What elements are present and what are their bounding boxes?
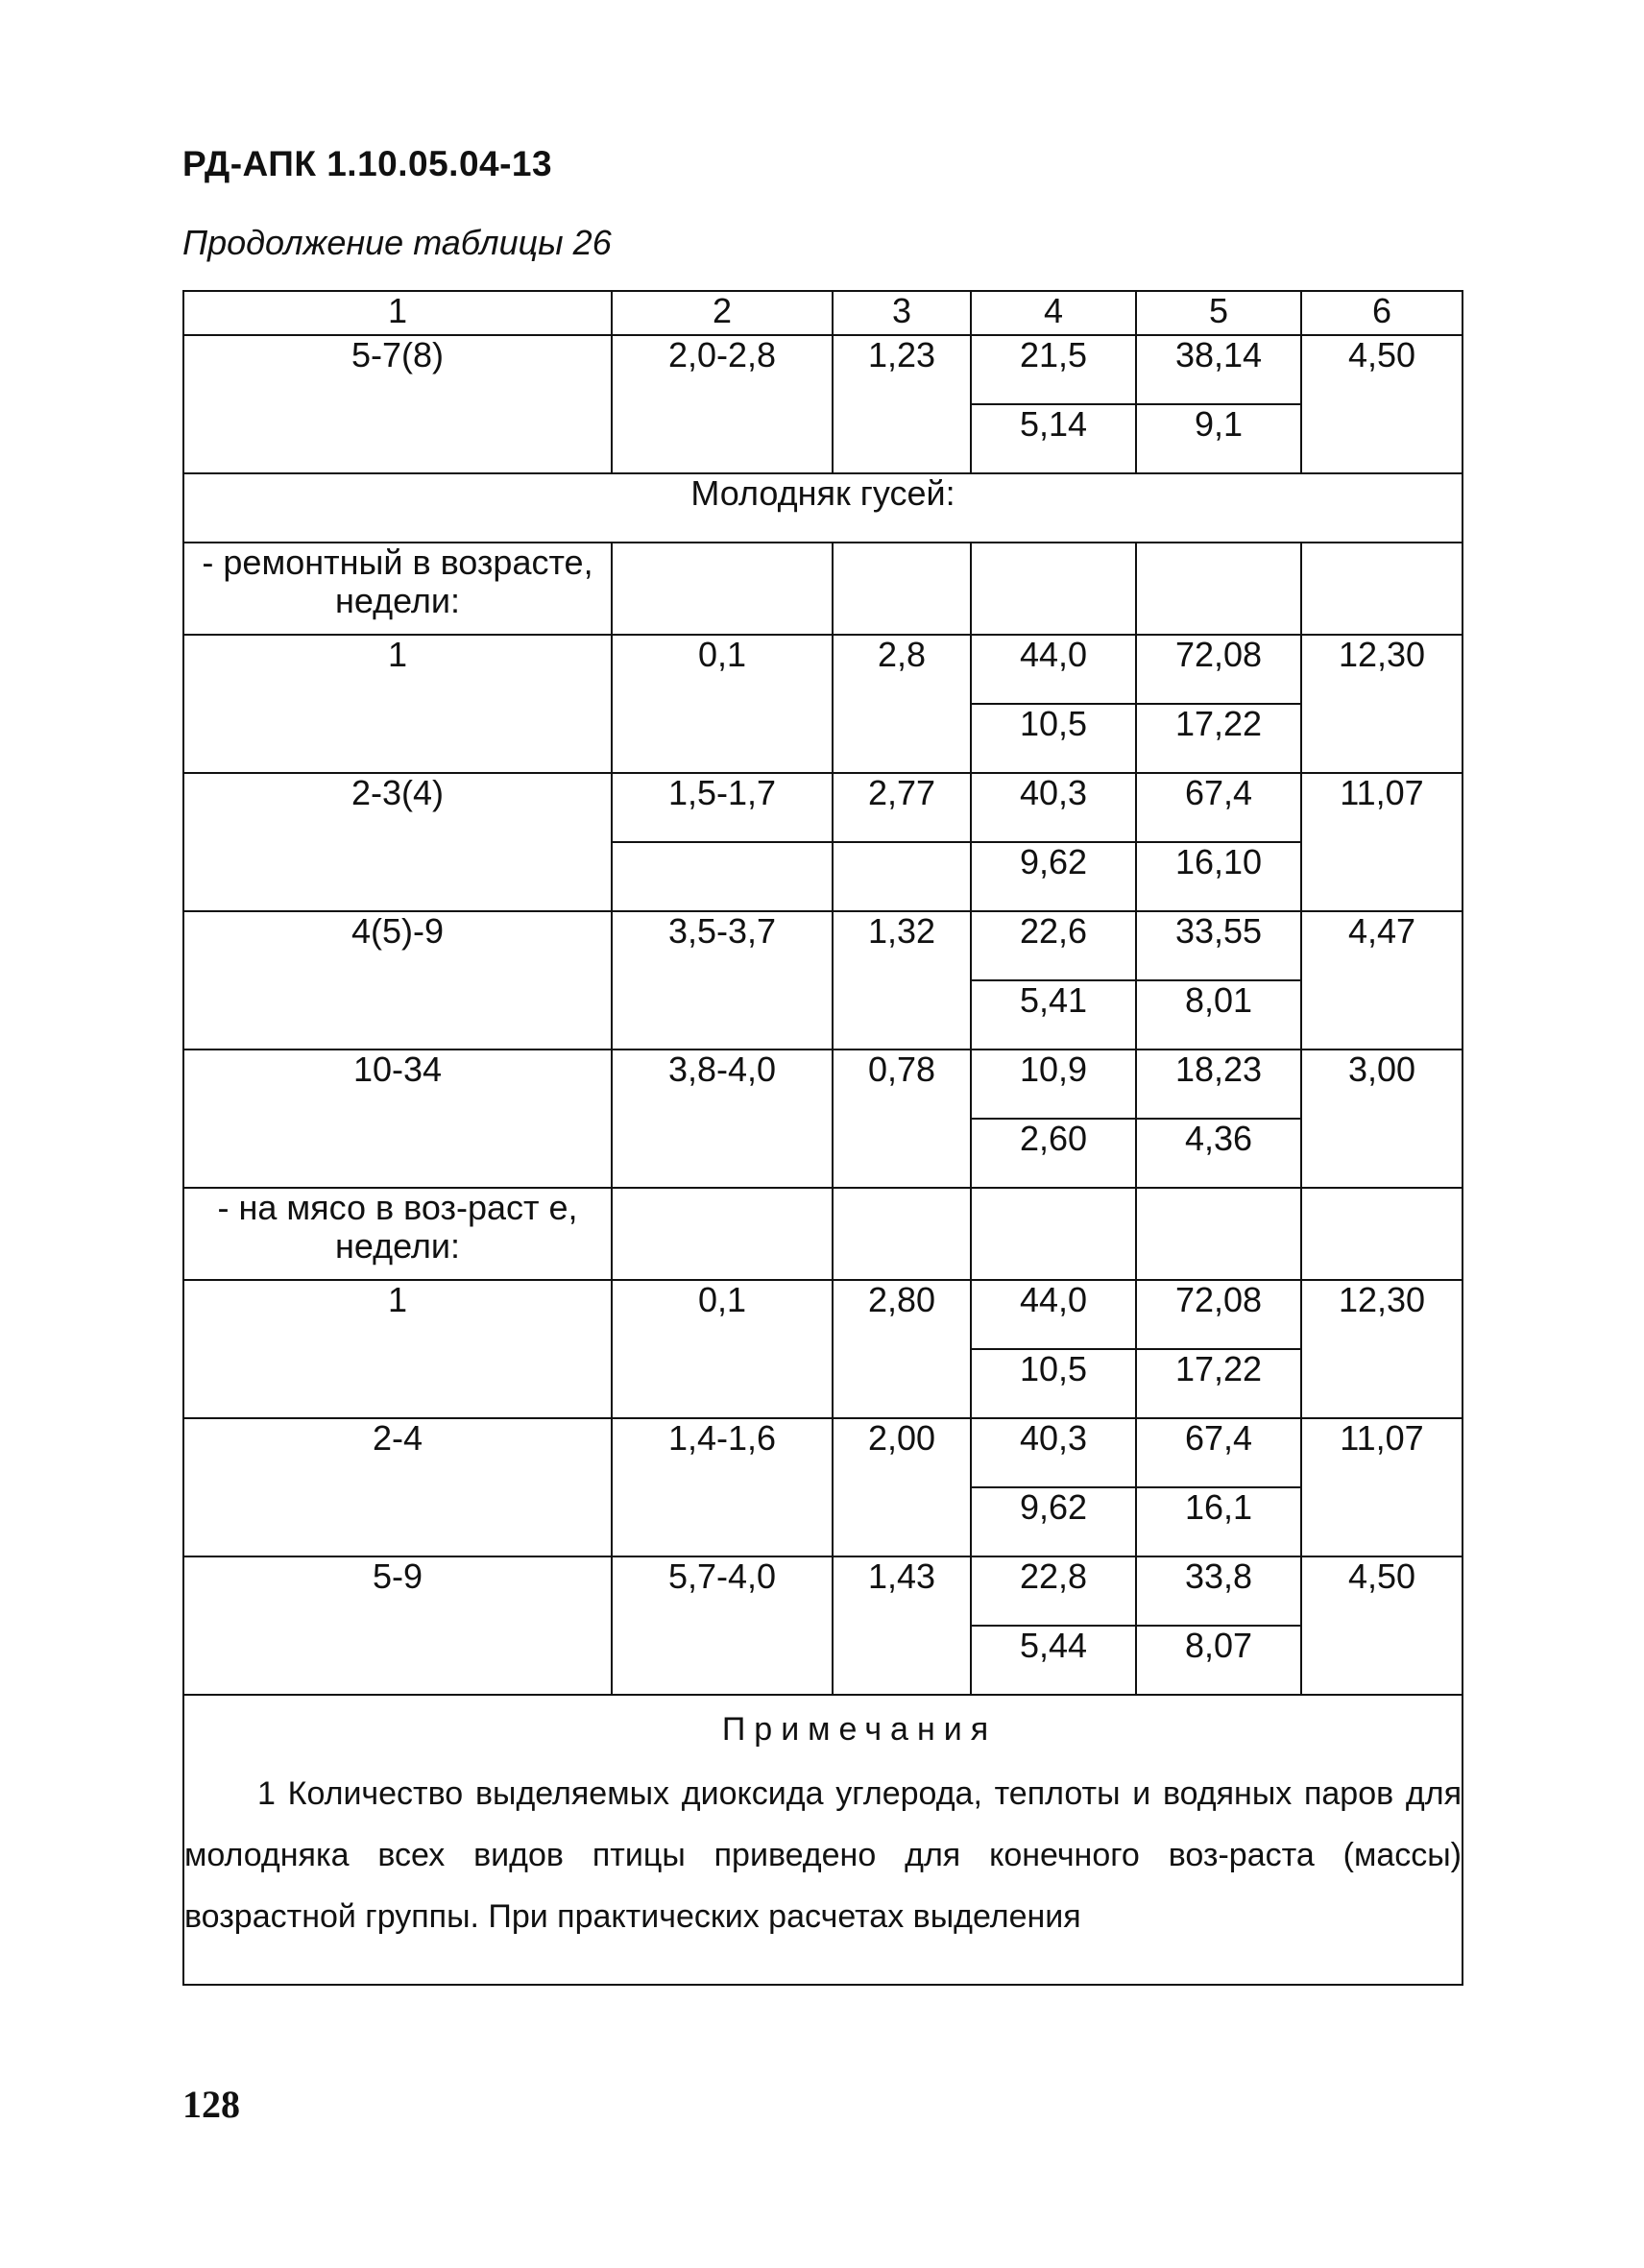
age-cell: 1 — [183, 1280, 612, 1418]
co2-cell: 2,80 — [833, 1280, 971, 1418]
heat-total-cell: 44,0 — [971, 635, 1136, 704]
col-header-3: 3 — [833, 291, 971, 335]
table-row — [183, 335, 1463, 404]
subgroup-label-text: - на мясо в воз-раст е, недели: — [217, 1188, 578, 1266]
subgroup-label: - ремонтный в возрасте, недели: — [183, 543, 612, 635]
heat-total-cell: 40,3 — [971, 773, 1136, 842]
heat-total-cell: 21,5 — [971, 335, 1136, 404]
subgroup-label — [183, 1188, 612, 1280]
subgroup-row — [183, 1188, 1463, 1280]
age-cell: 5-9 — [183, 1556, 612, 1695]
heat-total-alt-cell: 9,62 — [971, 1487, 1136, 1556]
data-table — [182, 290, 1463, 1986]
co2-cell: 2,8 — [833, 635, 971, 773]
empty-cell — [1301, 543, 1463, 635]
heat-total-cell: 22,6 — [971, 911, 1136, 980]
col-header-1: 1 — [183, 291, 612, 335]
co2-cell: 1,23 — [833, 335, 971, 473]
empty-cell — [971, 1188, 1136, 1280]
heat-total-cell: 44,0 — [971, 1280, 1136, 1349]
vapor-cell: 12,30 — [1301, 1280, 1463, 1418]
table-row — [183, 1280, 1463, 1349]
table-caption: Продолжение таблицы 26 — [182, 223, 612, 262]
mass-cell: 0,1 — [612, 1280, 833, 1418]
empty-cell — [1136, 543, 1301, 635]
vapor-cell: 11,07 — [1301, 773, 1463, 911]
co2-cell: 1,43 — [833, 1556, 971, 1695]
empty-cell — [612, 543, 833, 635]
vapor-cell: 4,47 — [1301, 911, 1463, 1050]
table-row — [183, 1418, 1463, 1487]
age-cell: 4(5)-9 — [183, 911, 612, 1050]
table-row — [183, 911, 1463, 980]
vapor-cell: 12,30 — [1301, 635, 1463, 773]
col-header-6: 6 — [1301, 291, 1463, 335]
heat-free-alt-cell: 9,1 — [1136, 404, 1301, 473]
heat-free-cell: 67,4 — [1136, 773, 1301, 842]
heat-total-cell: 10,9 — [971, 1050, 1136, 1119]
table-row — [183, 1556, 1463, 1626]
group-row — [183, 473, 1463, 543]
age-cell: 1 — [183, 635, 612, 773]
heat-total-alt-cell: 10,5 — [971, 1349, 1136, 1418]
heat-free-cell: 67,4 — [1136, 1418, 1301, 1487]
heat-total-alt-cell: 2,60 — [971, 1119, 1136, 1188]
age-cell: 2-3(4) — [183, 773, 612, 911]
mass-cell: 3,5-3,7 — [612, 911, 833, 1050]
age-cell: 2-4 — [183, 1418, 612, 1556]
heat-free-cell: 33,8 — [1136, 1556, 1301, 1626]
table-row — [183, 635, 1463, 704]
col-header-4: 4 — [971, 291, 1136, 335]
vapor-cell: 4,50 — [1301, 335, 1463, 473]
empty-cell — [1136, 1188, 1301, 1280]
heat-free-alt-cell: 17,22 — [1136, 1349, 1301, 1418]
group-label: Молодняк гусей: — [183, 473, 1463, 543]
subgroup-row — [183, 543, 1463, 635]
co2-cell: 2,77 — [833, 773, 971, 842]
vapor-cell: 4,50 — [1301, 1556, 1463, 1695]
empty-cell — [833, 543, 971, 635]
age-cell: 10-34 — [183, 1050, 612, 1188]
heat-free-cell: 18,23 — [1136, 1050, 1301, 1119]
vapor-cell: 3,00 — [1301, 1050, 1463, 1188]
col-header-5: 5 — [1136, 291, 1301, 335]
empty-cell — [612, 1188, 833, 1280]
empty-cell — [833, 1188, 971, 1280]
table-row — [183, 773, 1463, 842]
notes-row — [183, 1695, 1463, 1985]
co2-cell: 2,00 — [833, 1418, 971, 1556]
heat-total-cell: 22,8 — [971, 1556, 1136, 1626]
document-code: РД-АПК 1.10.05.04-13 — [182, 144, 553, 183]
col-header-2: 2 — [612, 291, 833, 335]
header-row — [183, 291, 1463, 335]
heat-free-alt-cell: 8,01 — [1136, 980, 1301, 1050]
mass-cell: 1,4-1,6 — [612, 1418, 833, 1556]
heat-total-alt-cell: 5,41 — [971, 980, 1136, 1050]
heat-total-cell: 40,3 — [971, 1418, 1136, 1487]
heat-free-alt-cell: 16,10 — [1136, 842, 1301, 911]
heat-free-alt-cell: 8,07 — [1136, 1626, 1301, 1695]
heat-free-alt-cell: 16,1 — [1136, 1487, 1301, 1556]
table-row — [183, 1050, 1463, 1119]
heat-free-cell: 72,08 — [1136, 635, 1301, 704]
heat-free-cell: 33,55 — [1136, 911, 1301, 980]
heat-total-alt-cell: 5,14 — [971, 404, 1136, 473]
mass-cell: 1,5-1,7 — [612, 773, 833, 842]
mass-cell: 3,8-4,0 — [612, 1050, 833, 1188]
notes-text: 1 Количество выделяемых диоксида углерода, теплоты и водяных паров для молодняка всех видов птицы приведено для конечного воз-раста (массы) возрастной группы. При практических расчетах выделения — [184, 1775, 1462, 1935]
heat-free-cell: 38,14 — [1136, 335, 1301, 404]
empty-cell — [971, 543, 1136, 635]
heat-free-cell: 72,08 — [1136, 1280, 1301, 1349]
mass-cell: 2,0-2,8 — [612, 335, 833, 473]
heat-total-alt-cell: 5,44 — [971, 1626, 1136, 1695]
heat-free-alt-cell: 17,22 — [1136, 704, 1301, 773]
notes-cell — [183, 1695, 1463, 1985]
empty-cell — [833, 842, 971, 911]
mass-cell: 5,7-4,0 — [612, 1556, 833, 1695]
empty-cell — [1301, 1188, 1463, 1280]
heat-total-alt-cell: 10,5 — [971, 704, 1136, 773]
heat-free-alt-cell: 4,36 — [1136, 1119, 1301, 1188]
co2-cell: 0,78 — [833, 1050, 971, 1188]
notes-title: Примечания — [721, 1711, 998, 1748]
heat-total-alt-cell: 9,62 — [971, 842, 1136, 911]
co2-cell: 1,32 — [833, 911, 971, 1050]
page-number: 128 — [182, 2083, 240, 2126]
mass-cell: 0,1 — [612, 635, 833, 773]
vapor-cell: 11,07 — [1301, 1418, 1463, 1556]
empty-cell — [612, 842, 833, 911]
age-cell: 5-7(8) — [183, 335, 612, 473]
